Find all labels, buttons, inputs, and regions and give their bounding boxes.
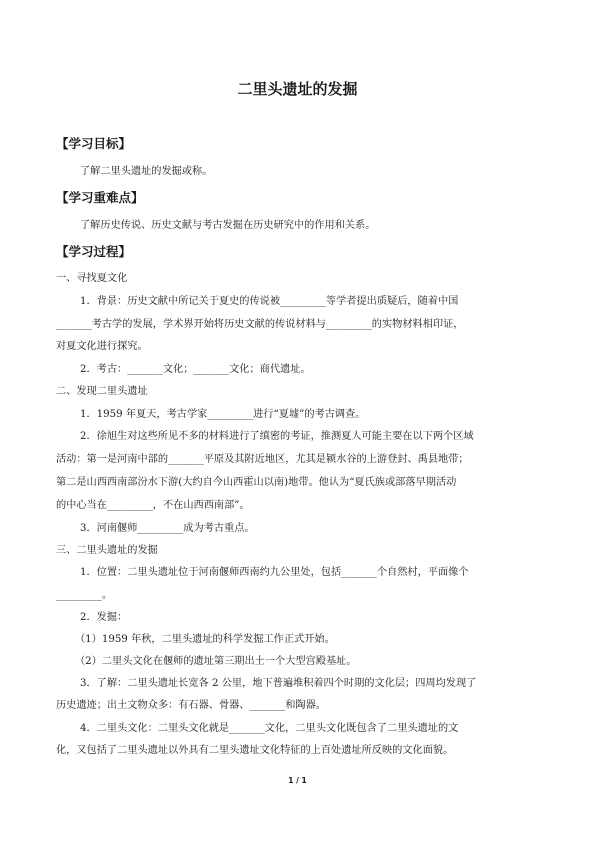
paragraph-line: 的中心当在_________，不在山西西南部”。 <box>56 500 250 511</box>
paragraph-line: 第二是山西西南部汾水下游(大约自今山西霍山以南)地带。他认为“夏氏族或部落早期活动 <box>56 477 457 488</box>
paragraph-line: _______考古学的发展，学术界开始将历史文献的传说材料与_________的实物材料相印证， <box>56 319 464 330</box>
subsection-heading: 一、寻找夏文化 <box>56 273 128 284</box>
paragraph-line: 2．考古：_______文化；_______文化；商代遗址。 <box>80 364 311 375</box>
paragraph-line: 活动：第一是河南中部的_______平原及其附近地区，尤其是颍水谷的上游登封、禹县地带； <box>56 454 469 465</box>
section-heading-key-points: 【学习重难点】 <box>56 190 144 205</box>
paragraph-line: （1）1959 年秋，二里头遗址的科学发掘工作正式开始。 <box>75 634 335 645</box>
paragraph-line: 1．位置：二里头遗址位于河南偃师西南约九公里处，包括_______个自然村，平面像个 <box>80 567 469 578</box>
paragraph-line: 1．背景：历史文献中所记关于夏史的传说被_________等学者提出质疑后，随着中国 <box>80 296 459 307</box>
paragraph-line: 了解二里头遗址的发掘或称。 <box>80 166 213 177</box>
subsection-heading: 三、二里头遗址的发掘 <box>56 545 158 556</box>
paragraph-line: 对夏文化进行探究。 <box>56 341 148 352</box>
paragraph-line: 历史遗迹；出土文物众多：有石器、骨器、_______和陶器。 <box>56 700 326 711</box>
section-heading-goals: 【学习目标】 <box>56 136 132 151</box>
paragraph-line: 2．徐旭生对这些所见不多的材料进行了缜密的考证，推测夏人可能主要在以下两个区域 <box>80 431 474 442</box>
paragraph-line: 化，又包括了二里头遗址以外具有二里头遗址文化特征的上百处遗址所反映的文化面貌。 <box>56 745 454 756</box>
paragraph-line: 3．河南偃师_________成为考古重点。 <box>80 523 255 534</box>
paragraph-line: 2．发掘： <box>80 612 128 623</box>
paragraph-line: 4．二里头文化：二里头文化就是_______文化，二里头文化既包含了二里头遗址的文 <box>80 723 459 734</box>
paragraph-line: 1．1959 年夏天，考古学家_________进行“夏墟”的考古调查。 <box>80 409 366 420</box>
paragraph-line: _________。 <box>56 590 113 601</box>
page-number: 1 / 1 <box>288 776 307 785</box>
page-title: 二里头遗址的发掘 <box>237 80 358 98</box>
paragraph-line: （2）二里头文化在偃师的遗址第三期出土一个大型宫殿基址。 <box>75 656 357 667</box>
paragraph-line: 3．了解：二里头遗址长宽各 2 公里，地下普遍堆积着四个时期的文化层；四周均发现了 <box>80 678 477 689</box>
subsection-heading: 二、发现二里头遗址 <box>56 386 148 397</box>
paragraph-line: 了解历史传说、历史文献与考古发掘在历史研究中的作用和关系。 <box>80 220 376 231</box>
section-heading-process: 【学习过程】 <box>56 244 132 259</box>
